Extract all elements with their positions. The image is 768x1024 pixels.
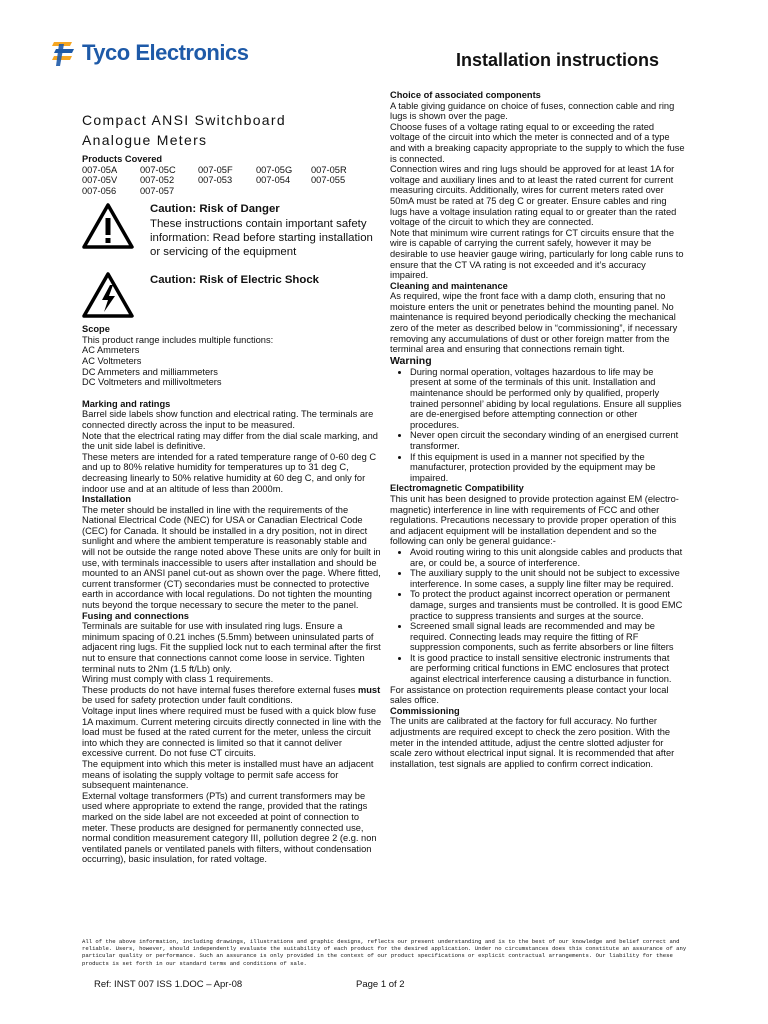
list-item: • Screened small signal leads are recommended and may be required. Connecting leads may require the fitting of RF suppression components, such as ferrite absorbers or line filters [410, 621, 685, 653]
product-code: 007-057 [140, 185, 175, 196]
product-code: 007-05R [311, 164, 347, 175]
marking-heading: Marking and ratings [82, 398, 171, 409]
components-text: A table giving guidance on choice of fuses, connection cable and ring lugs is shown over the page. Choose fuses of a voltage rating equal to or exceeding the rated voltage of the circuit into which the meter is connected and of a type and with a breaking capacity appropriate to the supply to which the fuse is connected. Connection wires and ring lugs should be approved for at least 1A for voltage and auxiliary lines and to at least the rated current for current measuring circuits. Additionally, wires for current meters rated over 50mA must be rated at 75 deg C or greater. Ensure cables and ring lugs have a voltage insulation rating equal to or greater than the rated voltage of the circuit to which they are connected. Note that minimum wire current ratings for CT circuits ensure that the wire is capable of carrying the current safely, however it may be desirable to use heavier gauge wiring, particularly for long cable runs to ensure that the CT VA rating is not exceeded and it’s accuracy impaired. [390, 100, 685, 281]
emc-text: This unit has been designed to provide protection against EM (electro-magnetic) interference in line with requirements of FCC and other regulations. Precautions necessary to provide proper operation of this and adjacent equipment will be installation dependent and so the following can only be general guidance:- [390, 493, 679, 547]
scope-line: AC Voltmeters [82, 355, 142, 366]
page-title: Installation instructions [456, 50, 660, 70]
product-code: 007-054 [256, 175, 291, 186]
cleaning-heading: Cleaning and maintenance [390, 280, 508, 291]
warning-heading: Warning [390, 354, 432, 367]
commissioning-heading: Commissioning [390, 705, 460, 716]
scope-line: DC Ammeters and milliammeters [82, 366, 218, 377]
emc-closing: For assistance on protection requirements please contact your local sales office. [390, 684, 669, 706]
brand-logo [50, 38, 248, 68]
fusing-text: Terminals are suitable for use with insulated ring lugs. Ensure a minimum spacing of 0.21 inches (5.5mm) between uninsulated parts of adjacent ring lugs. Fit the supplied lock nut to each terminal after the first nut to ensure that connections cannot come loose in service. Tighten terminal nuts to 2Nm (1.5 ft/Lb) only. Wiring must comply with class 1 requirements. These products do not have internal fuses therefore external fuses must be used for safety protection under fault conditions. Voltage input lines where required must be fused with a quick blow fuse 1A maximum. Current metering circuits directly connected in line with the load must be fused at the rated current for the meter, unless the circuit into which they are connected is limited so that it cannot deliver excessive current. Do not fuse CT circuits. The equipment into which this meter is installed must have an adjacent means of isolating the supply voltage to permit safe access for subsequent maintenance. External voltage transformers (PTs) and current transformers may be used where appropriate to extend the range, provided that the ratings marked on the side label are not exceeded at point of connection to meter. These products are designed for permanently connected use, normal condition measurement category III, pollution degree 2 (e.g. non ventilated panels or ventilated panels with filters, without condensation occurring), basic insulation, for rated voltage. [82, 621, 382, 865]
list-item: • It is good practice to install sensitive electronic instruments that are performing critical functions in EMC enclosures that protect against electrical interference causing a disturbance in function. [410, 653, 685, 685]
footer-reference: Ref: INST 007 ISS 1.DOC – Apr-08 [94, 979, 243, 990]
fusing-heading: Fusing and connections [82, 610, 189, 621]
list-item: • Avoid routing wiring to this unit alongside cables and products that are, or could be, a source of interference. [410, 547, 685, 568]
marking-text: Barrel side labels show function and electrical rating. The terminals are connected directly across the input to be measured. Note that the electrical rating may differ from the dial scale marking, and the unit side label is definitive. These meters are intended for a rated temperature range of 0-60 deg C and up to 80% relative humidity for temperatures up to 31 deg C, decreasing linearly to 50% relative humidity at 60 deg C, and only for indoor use and at an altitude of less than 2000m. [82, 409, 378, 494]
products-heading: Products Covered [82, 154, 163, 164]
page-number: Page 1 of 2 [356, 979, 405, 990]
caution-danger-text: These instructions contain important safety information: Read before starting installation or servicing of the equipment [150, 217, 373, 258]
installation-text: The meter should be installed in line with the requirements of the National Electrical Code (NEC) for USA or Canadian Electrical Code (CEC) for Canada. It should be installed in a dry position, not in direct sunlight and where the ambient temperature is reasonably stable and will not be outside the range noted above These units are only for built in use, with terminals inaccessible to users after installation and should be mounted to an ANSI panel cut-out as shown over the page. Where fitted, current transformer (CT) secondaries must be connected to protective earth in accordance with local regulations. Do not tighten the mounting nuts beyond the torque necessary to secure the meter to the panel. [82, 504, 381, 611]
product-code: 007-05F [198, 164, 233, 175]
disclaimer: All of the above information, including drawings, illustrations and graphic designs, reflects our present understanding and is to the best of our knowledge and belief correct and reliable. Users, however, should independently evaluate the suitability of each product for the desired application. Under no circumstances does this constitute an assurance of any particular quality or performance. Such an assurance is only provided in the context of our product specifications or explicit contractual arrangements. Our liability for these products is set forth in our standard terms and conditions of sale. [82, 938, 687, 967]
product-codes [82, 165, 382, 197]
product-code: 007-052 [140, 175, 175, 186]
caution-shock-title: Caution: Risk of Electric Shock [150, 274, 319, 287]
warning-list [390, 367, 685, 484]
scope-line: This product range includes multiple functions: [82, 334, 274, 345]
product-code: 007-053 [198, 175, 233, 186]
electric-shock-icon [82, 271, 134, 319]
caution-shock [82, 271, 382, 319]
scope-line: DC Voltmeters and millivoltmeters [82, 377, 222, 388]
product-code: 007-05C [140, 164, 176, 175]
warning-triangle-icon [82, 202, 134, 250]
product-code: 007-05A [82, 164, 118, 175]
product-code: 007-056 [82, 185, 117, 196]
components-heading: Choice of associated components [390, 90, 541, 100]
list-item: • The auxiliary supply to the unit should not be subject to excessive interference. In some cases, a supply line filter may be required. [410, 568, 685, 589]
right-column [390, 90, 685, 769]
emc-heading: Electromagnetic Compatibility [390, 483, 524, 494]
tyco-logo-icon [50, 38, 76, 68]
caution-danger [82, 202, 382, 259]
scope-line: AC Ammeters [82, 345, 140, 356]
cleaning-text: As required, wipe the front face with a damp cloth, ensuring that no moisture enters the unit or penetrates behind the mounting panel. No maintenance is required beyond periodically checking the mechanical zero of the meter as described below in “commissioning”, if necessary removing any accumulations of dust or other foreign matter from the terminal area and ensuring that connections remain tight. [390, 291, 678, 355]
product-code: 007-05G [256, 164, 293, 175]
document-subtitle: Compact ANSI Switchboard Analogue Meters [82, 112, 286, 148]
emc-list [390, 547, 685, 685]
installation-heading: Installation [82, 494, 132, 505]
caution-danger-title: Caution: Risk of Danger [150, 203, 280, 216]
list-item: • If this equipment is used in a manner not specified by the manufacturer, protection provided by the equipment may be impaired. [410, 452, 685, 484]
product-code: 007-05V [82, 175, 118, 186]
list-item: • During normal operation, voltages hazardous to life may be present at some of the terminals of this unit. Installation and maintenance should be performed only by qualified, properly trained personnel’ abiding by local regulations. Ensure all supplies are de-energised before attempting connection or other procedures. [410, 367, 685, 431]
brand-name: Tyco Electronics [82, 40, 249, 65]
product-code: 007-055 [311, 175, 346, 186]
commissioning-text: The units are calibrated at the factory for full accuracy. No further adjustments are required except to check the zero position. With the meter in the intended attitude, adjust the centre slotted adjuster for scale zero without electrical input signal. It is recommended that after installation, test signals are applied to confirm correct indication. [390, 716, 675, 769]
left-column [82, 154, 382, 865]
scope-heading: Scope [82, 324, 110, 335]
list-item: • To protect the product against incorrect operation or permanent damage, surges and transients must be controlled. It is good EMC practice to suppress transients and surges at the source. [410, 589, 685, 621]
list-item: • Never open circuit the secondary winding of an energised current transformer. [410, 430, 685, 451]
